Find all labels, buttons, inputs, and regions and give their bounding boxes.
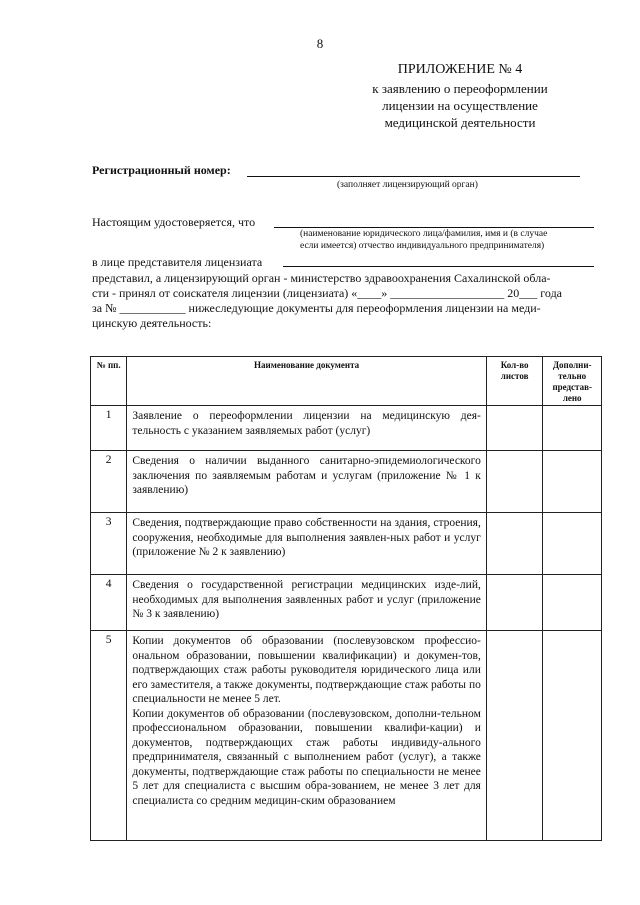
appendix-subtitle-line: к заявлению о переоформлении: [372, 81, 548, 96]
table-row: [91, 406, 602, 451]
licensee-note-1: (наименование юридического лица/фамилия, имя и (в случае: [300, 229, 548, 239]
documents-table: [90, 356, 602, 841]
row-number: 4: [91, 575, 127, 631]
certify-body: [92, 271, 600, 331]
table-row: [91, 575, 602, 631]
row-number: 5: [91, 631, 127, 841]
appendix-subtitle-line: медицинской деятельности: [384, 115, 536, 130]
registration-number-line[interactable]: [247, 176, 580, 177]
header-qty: Кол-во листов: [486, 357, 543, 406]
document-name-part: Копии документов об образовании (послевузовском, дополни-тельном профессиональном образовании, повышении квалифи-кации) и документов, подтверждающих стаж работы индивиду-ального предпринимателя, связанный с выполнением работ (услуг), а также документы, подтверждающие стаж работы по специальности не менее 5 лет для специалиста с высшим обра-зованием, не менее 3 лет для специалиста со средним медицин-ским образованием: [132, 707, 481, 807]
document-name: Сведения о наличии выданного санитарно-эпидемиологического заключения по заявляемым работам и услугам (приложение № 1 к заявлению): [127, 451, 487, 513]
table-row: [91, 513, 602, 575]
appendix-title: ПРИЛОЖЕНИЕ № 4: [397, 62, 523, 77]
qty-cell[interactable]: [486, 631, 543, 841]
header-name: Наименование документа: [127, 357, 487, 406]
document-name: Заявление о переоформлении лицензии на медицинскую дея-тельность с указанием заявляемых работ (услуг): [127, 406, 487, 451]
table-row: [91, 451, 602, 513]
header-num: № пп.: [91, 357, 127, 406]
appendix-subtitle: [350, 80, 570, 131]
document-name: [127, 631, 487, 841]
certify-body-line: цинскую деятельность:: [92, 316, 212, 330]
page-number: 8: [316, 36, 324, 51]
header-extra: Дополни-тельно представ-лено: [543, 357, 602, 406]
extra-cell[interactable]: [543, 575, 602, 631]
registration-note: (заполняет лицензирующий орган): [337, 180, 478, 190]
extra-cell[interactable]: [543, 406, 602, 451]
representative-label: в лице представителя лицензиата: [92, 255, 263, 269]
certify-lead: Настоящим удостоверяется, что: [92, 215, 256, 229]
registration-label: Регистрационный номер:: [92, 163, 231, 177]
document-name: Сведения, подтверждающие право собственности на здания, строения, сооружения, необходимые для выполнения заявлен-ных работ и услуг (приложение № 2 к заявлению): [127, 513, 487, 575]
extra-cell[interactable]: [543, 513, 602, 575]
table-row: [91, 631, 602, 841]
representative-line[interactable]: [283, 266, 594, 267]
table-header-row: [91, 357, 602, 406]
row-number: 2: [91, 451, 127, 513]
row-number: 1: [91, 406, 127, 451]
qty-cell[interactable]: [486, 406, 543, 451]
extra-cell[interactable]: [543, 631, 602, 841]
row-number: 3: [91, 513, 127, 575]
qty-cell[interactable]: [486, 513, 543, 575]
extra-cell[interactable]: [543, 451, 602, 513]
certify-body-line: за № ___________ нижеследующие документы для переоформления лицензии на меди-: [92, 301, 541, 315]
certify-body-line: сти - принял от соискателя лицензии (лицензиата) «____» ___________________ 20___ года: [92, 286, 563, 300]
qty-cell[interactable]: [486, 575, 543, 631]
qty-cell[interactable]: [486, 451, 543, 513]
appendix-subtitle-line: лицензии на осуществление: [382, 98, 538, 113]
document-name-part: Копии документов об образовании (послевузовском профессио-ональном образовании, повышении квалификации) и докумен-тов, подтверждающих стаж работы руководителя юридического лица или его заместителя, а также документы, подтверждающие стаж работы по специальности не менее 5 лет.: [132, 635, 481, 705]
licensee-name-line[interactable]: [274, 227, 594, 228]
certify-body-line: представил, а лицензирующий орган - министерство здравоохранения Сахалинской обла-: [92, 271, 551, 285]
licensee-note-2: если имеется) отчество индивидуального предпринимателя): [300, 241, 545, 251]
document-name: Сведения о государственной регистрации медицинских изде-лий, необходимых для выполнения заявленных работ и услуг (приложение № 3 к заявлению): [127, 575, 487, 631]
